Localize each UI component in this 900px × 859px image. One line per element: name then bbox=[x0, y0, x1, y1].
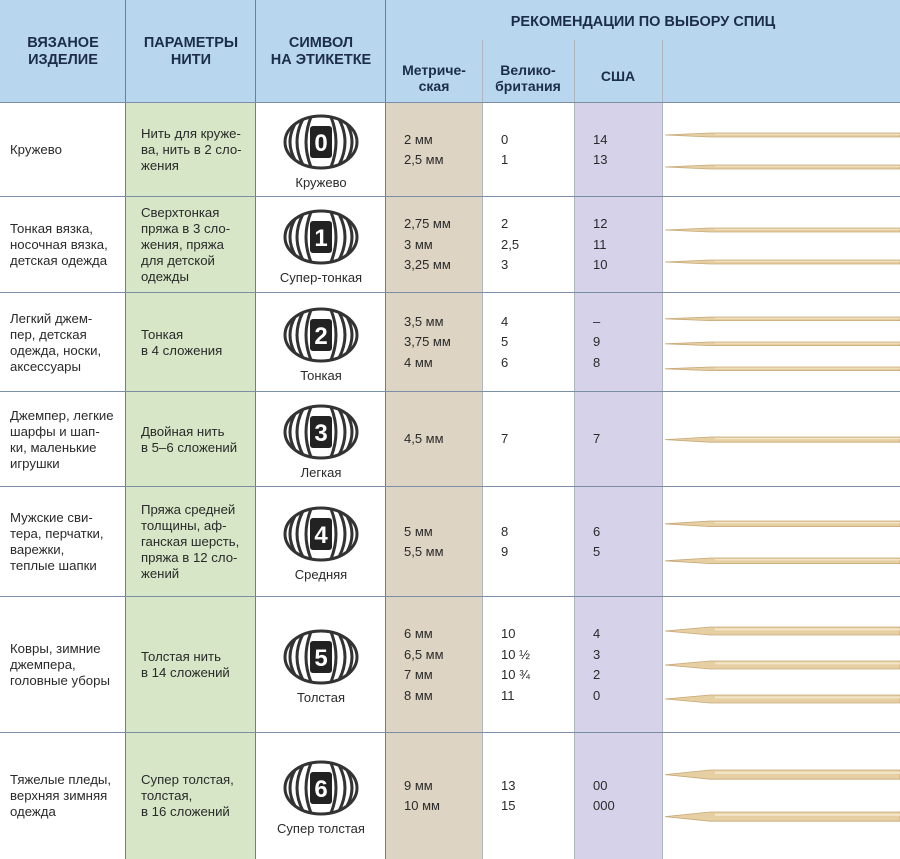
knitting-needle-image bbox=[665, 691, 900, 712]
knitting-needle-image bbox=[665, 128, 900, 146]
knitting-needle-image bbox=[665, 160, 900, 178]
item-cell: Тонкая вязка, носочная вязка, детская одежда bbox=[10, 221, 108, 268]
symbol-label: Легкая bbox=[300, 464, 342, 480]
metric-cell: 9 мм 10 мм bbox=[404, 777, 440, 813]
yarn-cell: Нить для круже- ва, нить в 2 сло- жения bbox=[141, 126, 242, 173]
yarn-weight-symbol-icon bbox=[281, 627, 361, 687]
yarn-cell: Толстая нить в 14 сложений bbox=[141, 649, 230, 680]
usa-cell: 12 11 10 bbox=[593, 216, 608, 273]
item-cell: Джемпер, легкие шарфы и шап- ки, маленькие игрушки bbox=[10, 407, 114, 471]
symbol-label: Супер толстая bbox=[277, 821, 365, 836]
yarn-weight-symbol-icon bbox=[281, 305, 361, 365]
symbol-label: Средняя bbox=[294, 567, 348, 582]
knitting-needle-image bbox=[665, 255, 900, 273]
uk-cell: 13 15 bbox=[501, 777, 516, 813]
usa-cell: 14 13 bbox=[593, 131, 608, 167]
metric-cell: 3,5 мм 3,75 мм 4 мм bbox=[404, 313, 451, 370]
knitting-needle-image bbox=[665, 517, 900, 536]
symbol-label: Супер-тонкая bbox=[279, 270, 363, 285]
uk-cell: 2 2,5 3 bbox=[501, 216, 520, 273]
item-cell: Легкий джем- пер, детская одежда, носки, аксессуары bbox=[10, 310, 102, 374]
yarn-weight-symbol-icon bbox=[281, 112, 361, 172]
yarn-weight-symbol-icon bbox=[281, 504, 361, 564]
header-usa: США bbox=[600, 68, 636, 84]
symbol-label: Кружево bbox=[295, 175, 347, 190]
knitting-needle-image bbox=[665, 808, 900, 830]
symbol-label: Толстая bbox=[296, 690, 346, 705]
svg-text:5: 5 bbox=[314, 645, 328, 672]
usa-cell: 00 000 bbox=[593, 777, 615, 813]
header-metric: Метриче- ская bbox=[402, 62, 466, 94]
svg-text:3: 3 bbox=[314, 419, 328, 447]
svg-text:0: 0 bbox=[314, 130, 328, 157]
metric-cell: 4,5 мм bbox=[404, 431, 444, 447]
uk-cell: 0 1 bbox=[501, 131, 509, 167]
item-cell: Тяжелые пледы, верхняя зимняя одежда bbox=[10, 772, 112, 819]
uk-cell: 7 bbox=[501, 431, 509, 447]
usa-cell: 7 bbox=[593, 431, 601, 447]
metric-cell: 5 мм 5,5 мм bbox=[404, 523, 444, 559]
item-cell: Кружево bbox=[10, 142, 62, 157]
yarn-cell: Тонкая в 4 сложения bbox=[141, 326, 223, 358]
yarn-cell: Двойная нить в 5–6 сложений bbox=[141, 423, 238, 455]
svg-text:1: 1 bbox=[314, 225, 328, 252]
metric-cell: 2 мм 2,5 мм bbox=[404, 131, 444, 167]
knitting-needle-image bbox=[665, 433, 900, 451]
item-cell: Ковры, зимние джемпера, головные уборы bbox=[10, 641, 110, 688]
svg-text:4: 4 bbox=[314, 522, 328, 549]
usa-cell: 6 5 bbox=[593, 523, 601, 559]
svg-text:6: 6 bbox=[314, 776, 328, 803]
metric-cell: 2,75 мм 3 мм 3,25 мм bbox=[404, 216, 451, 273]
uk-cell: 10 10 ½ 10 ¾ 11 bbox=[501, 626, 530, 703]
item-cell: Мужские сви- тера, перчатки, варежки, теплые шапки bbox=[10, 510, 104, 573]
yarn-weight-symbol-icon bbox=[281, 758, 361, 818]
metric-cell: 6 мм 6,5 мм 7 мм 8 мм bbox=[404, 626, 444, 703]
knitting-needle-image bbox=[665, 623, 900, 644]
knitting-needle-image bbox=[665, 554, 900, 573]
usa-cell: 4 3 2 0 bbox=[593, 626, 601, 703]
header-item: ВЯЗАНОЕ ИЗДЕЛИЕ bbox=[27, 34, 99, 68]
knitting-needle-image bbox=[665, 337, 900, 355]
knitting-needle-image bbox=[665, 766, 900, 788]
yarn-cell: Сверхтонкая пряжа в 3 сло- жения, пряжа для детской одежды bbox=[141, 205, 231, 284]
symbol-label: Тонкая bbox=[300, 367, 342, 383]
uk-cell: 4 5 6 bbox=[501, 313, 509, 370]
yarn-cell: Супер толстая, толстая, в 16 сложений bbox=[141, 772, 234, 819]
uk-cell: 8 9 bbox=[501, 523, 509, 559]
header-yarn: ПАРАМЕТРЫ НИТИ bbox=[143, 34, 239, 68]
knitting-needle-image bbox=[665, 361, 900, 379]
yarn-weight-symbol-icon bbox=[281, 207, 361, 267]
header-uk: Велико- британия bbox=[495, 62, 561, 94]
header-recommendations: РЕКОМЕНДАЦИИ ПО ВЫБОРУ СПИЦ bbox=[510, 14, 776, 30]
usa-cell: – 9 8 bbox=[593, 313, 601, 370]
svg-text:2: 2 bbox=[314, 322, 328, 350]
yarn-cell: Пряжа средней толщины, аф- ганская шерсть, пряжа в 12 сло- жений bbox=[141, 502, 240, 581]
knitting-needle-image bbox=[665, 223, 900, 241]
header-symbol: СИМВОЛ НА ЭТИКЕТКЕ bbox=[270, 34, 372, 68]
knitting-needle-image bbox=[665, 312, 900, 330]
yarn-weight-symbol-icon bbox=[281, 402, 361, 462]
knitting-needle-image bbox=[665, 657, 900, 678]
